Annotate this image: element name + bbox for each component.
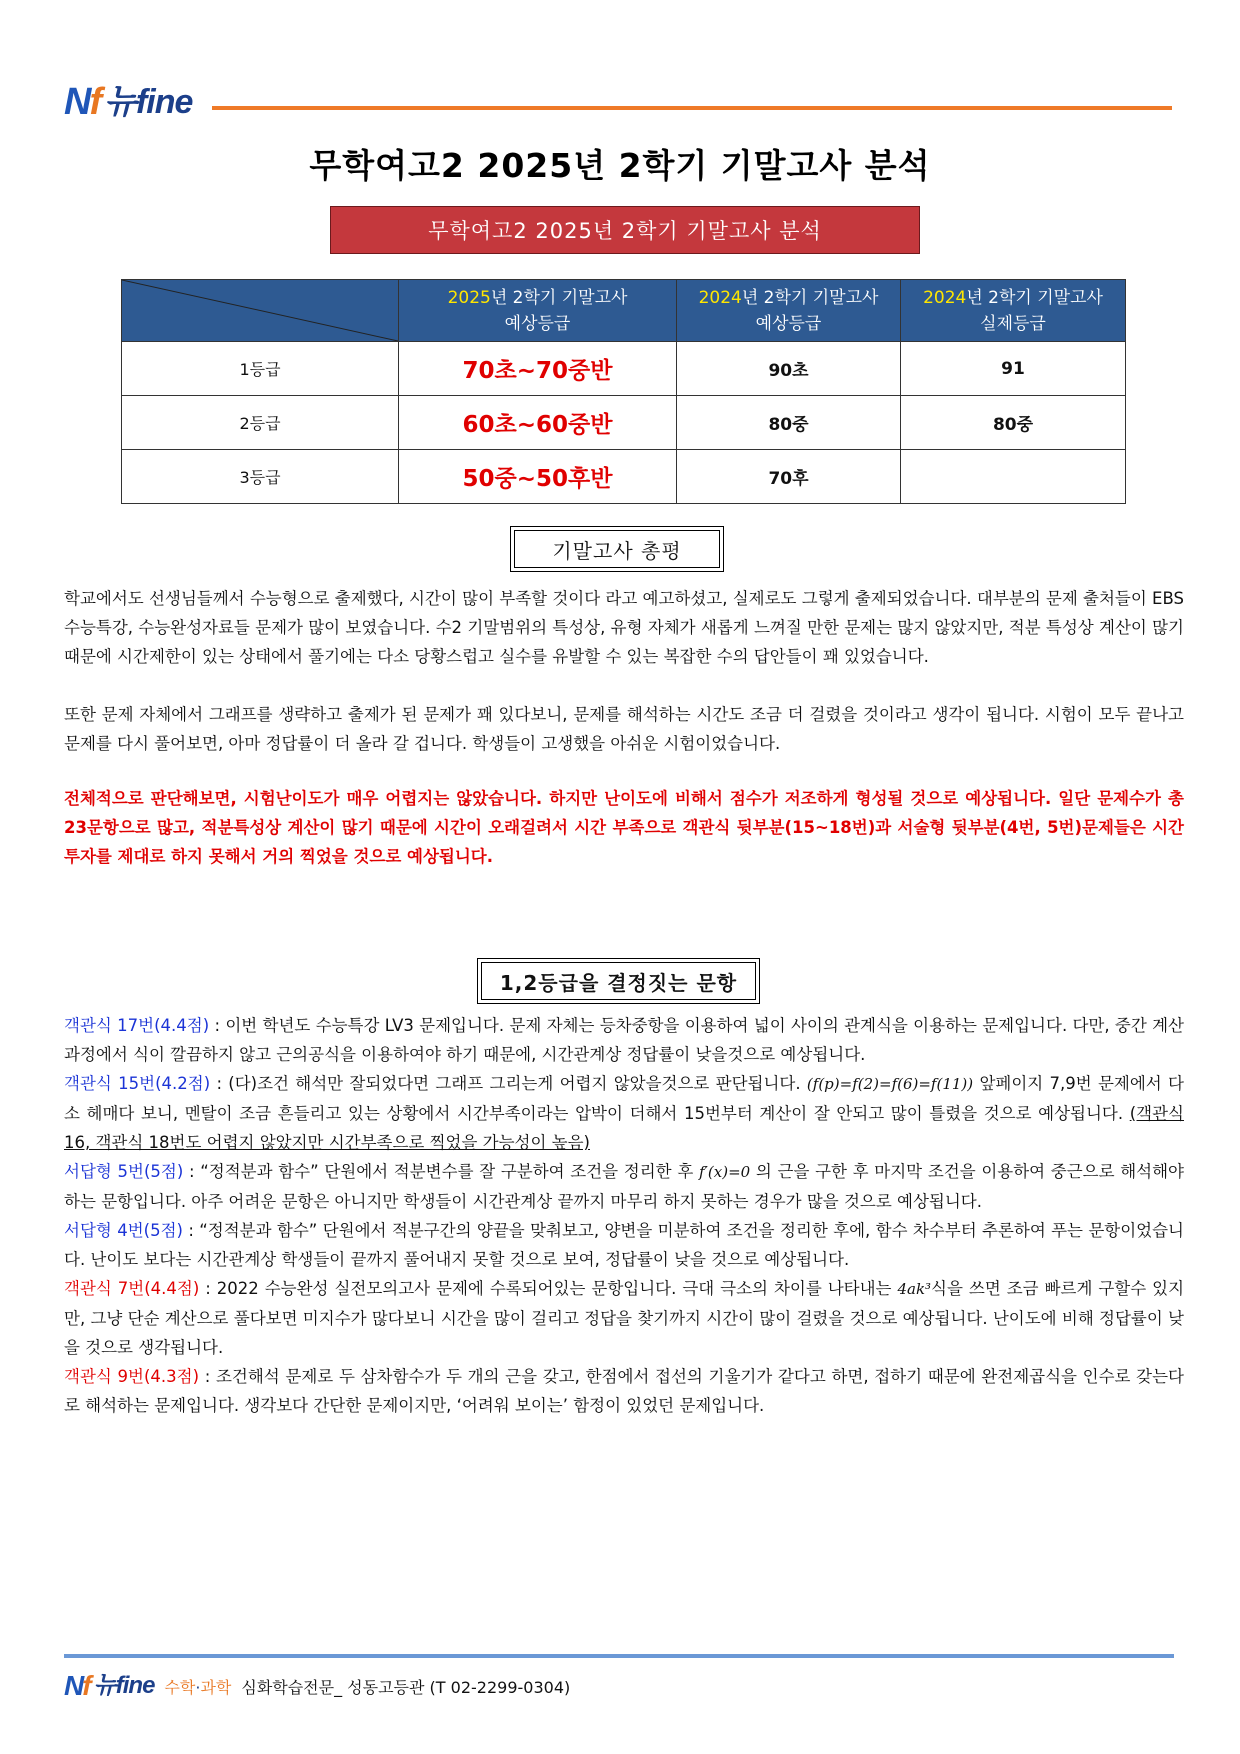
item-text: : (다)조건 해석만 잘되었다면 그래프 그리는게 어렵지 않았을것으로 판단됩니다. <box>210 1074 807 1093</box>
item-type: 서답형 <box>64 1162 112 1181</box>
diagonal-line <box>122 280 398 341</box>
grade-2025-predicted: 60초~60중반 <box>399 396 677 450</box>
grade-2024-actual: 91 <box>901 342 1126 396</box>
list-item <box>64 1216 1184 1274</box>
item-formula: (f(p)=f(2)=f(6)=f(11)) <box>806 1075 974 1093</box>
brand-logo <box>64 80 192 122</box>
item-text: : “정적분과 함수” 단원에서 적분구간의 양끝을 맞춰보고, 양변을 미분하여 조건을 정리한 후에, 함수 차수부터 추론하여 푸는 문항이었습니다. 난이도 보다는 시간관계상 학생들이 끝까지 풀어내지 못할 것으로 보여, 정답률이 낮을 것으로 예상됩니다. <box>64 1221 1185 1269</box>
table-row <box>122 396 1126 450</box>
footer-subjects: 수학·과학 <box>164 1677 232 1697</box>
table-row <box>122 450 1126 504</box>
item-type: 객관식 <box>64 1367 112 1386</box>
item-type: 객관식 <box>64 1279 112 1298</box>
review-summary: 전체적으로 판단해보면, 시험난이도가 매우 어렵지는 않았습니다. 하지만 난이도에 비해서 점수가 저조하게 형성될 것으로 예상됩니다. 일단 문제수가 총23문항으로 많고, 적분특성상 계산이 많기 때문에 시간이 오래걸려서 시간 부족으로 객관식 뒷부분(15~18번)과 서술형 뒷부분(4번, 5번)문제들은 시간투자를 제대로 하지 못해서 거의 찍었을 것으로 예상됩니다. <box>64 789 1184 866</box>
table-row <box>122 342 1126 396</box>
list-item <box>64 1362 1184 1420</box>
footer-divider <box>64 1654 1174 1658</box>
title-banner: 무학여고2 2025년 2학기 기말고사 분석 <box>330 206 920 254</box>
grade-2024-predicted: 80중 <box>677 396 901 450</box>
item-type: 서답형 <box>64 1221 112 1240</box>
item-type: 객관식 <box>64 1016 112 1035</box>
column-header-2024-actual: 2024년 2학기 기말고사 실제등급 <box>901 280 1126 342</box>
list-item <box>64 1274 1184 1362</box>
logo-text: 뉴fine <box>104 83 193 121</box>
item-text-continued: 식을 쓰면 조금 빠르게 구할수 있지만, 그냥 단순 계산으로 풀다보면 미지수가 많다보니 시간을 많이 걸리고 정답을 찾기까지 시간이 많이 걸렸을 것으로 예상됩니다. 난이도에 비해 정답률이 낮을 것으로 생각됩니다. <box>64 1279 1185 1357</box>
item-number: 15번(4.2점) <box>118 1074 211 1093</box>
item-number: 7번(4.4점) <box>117 1279 200 1298</box>
item-text: : 조건해석 문제로 두 삼차함수가 두 개의 근을 갖고, 한점에서 접선의 기울기가 같다고 하면, 접하기 때문에 완전제곱식을 인수로 갖는다로 해석하는 문제입니다. 생각보다 간단한 문제이지만, ‘어려워 보이는’ 함정이 있었던 문제입니다. <box>64 1367 1184 1415</box>
item-type: 객관식 <box>64 1074 112 1093</box>
item-number: 4번(5점) <box>117 1221 183 1240</box>
page-title: 무학여고2 2025년 2학기 기말고사 분석 <box>309 146 931 185</box>
grade-2024-actual <box>901 450 1126 504</box>
item-note: (객관식 16, 객관식 18번도 어렵지 않았지만 시간부족으로 찍었을 가능성이 높음) <box>64 1104 1184 1152</box>
item-text: : 이번 학년도 수능특강 LV3 문제입니다. 문제 자체는 등차중항을 이용하여 넓이 사이의 관계식을 이용하는 문제입니다. 다만, 중간 계산과정에서 식이 깔끔하지 않고 근의공식을 이용하여야 하기 때문에, 시간관계상 정답률이 낮을것으로 예상됩니다. <box>64 1016 1184 1064</box>
item-number: 5번(5점) <box>117 1162 184 1181</box>
grade-2024-predicted: 70후 <box>677 450 901 504</box>
list-item <box>64 1011 1184 1069</box>
item-text: : “정적분과 함수” 단원에서 적분변수를 잘 구분하여 조건을 정리한 후 <box>183 1162 699 1181</box>
grade-2024-actual: 80중 <box>901 396 1126 450</box>
grade-2025-predicted: 50중~50후반 <box>399 450 677 504</box>
item-formula: f′(x)=0 <box>698 1163 751 1181</box>
item-number: 9번(4.3점) <box>117 1367 200 1386</box>
key-heading: 1,2등급을 결정짓는 문항 <box>481 962 756 1000</box>
grade-table <box>121 279 1126 504</box>
item-number: 17번(4.4점) <box>117 1016 210 1035</box>
review-heading-box <box>510 526 724 572</box>
table-corner-cell <box>122 280 399 342</box>
list-item <box>64 1069 1184 1157</box>
review-heading: 기말고사 총평 <box>514 530 720 568</box>
table-header-row <box>122 280 1126 342</box>
column-header-2025-predicted: 2025년 2학기 기말고사 예상등급 <box>399 280 677 342</box>
grade-label: 2등급 <box>122 396 399 450</box>
footer-address: 심화학습전문_ 성동고등관 (T 02-2299-0304) <box>241 1677 571 1697</box>
footer-logo-text: 뉴fine <box>93 1672 155 1699</box>
list-item <box>64 1157 1184 1216</box>
review-paragraph-1: 학교에서도 선생님들께서 수능형으로 출제했다, 시간이 많이 부족할 것이다 라고 예고하셨고, 실제로도 그렇게 출제되었습니다. 대부분의 문제 출처들이 EBS 수능특강, 수능완성자료들 문제가 많이 보였습니다. 수2 기말범위의 특성상, 유형 자체가 새롭게 느껴질 만한 문제는 많지 않았지만, 적분 특성상 계산이 많기 때문에 시간제한이 있는 상태에서 풀기에는 다소 당황스럽고 실수를 유발할 수 있는 복잡한 수의 답안들이 꽤 있었습니다. <box>64 589 1184 666</box>
key-heading-box <box>477 958 760 1004</box>
item-text-continued: 앞페이지 7,9번 문제에서 다소 헤매다 보니, 멘탈이 조금 흔들리고 있는 상황에서 시간부족이라는 압박이 더해서 15번부터 계산이 잘 안되고 많이 틀렸을 것으로 예상됩니다. <box>64 1074 1184 1123</box>
item-text: : 2022 수능완성 실전모의고사 문제에 수록되어있는 문항입니다. 극대 극소의 차이를 나타내는 <box>199 1279 898 1298</box>
grade-2024-predicted: 90초 <box>677 342 901 396</box>
grade-label: 1등급 <box>122 342 399 396</box>
review-paragraph-2: 또한 문제 자체에서 그래프를 생략하고 출제가 된 문제가 꽤 있다보니, 문제를 해석하는 시간도 조금 더 걸렸을 것이라고 생각이 됩니다. 시험이 모두 끝나고 문제를 다시 풀어보면, 아마 정답률이 더 올라 갈 겁니다. 학생들이 고생했을 아쉬운 시험이었습니다. <box>64 705 1184 753</box>
grade-label: 3등급 <box>122 450 399 504</box>
item-formula: 4ak³ <box>897 1280 932 1298</box>
grade-2025-predicted: 70초~70중반 <box>399 342 677 396</box>
footer-logo-mark: Nf <box>64 1670 90 1701</box>
header-divider <box>212 106 1172 110</box>
column-header-2024-predicted: 2024년 2학기 기말고사 예상등급 <box>677 280 901 342</box>
logo-mark: Nf <box>64 81 101 123</box>
item-text-continued: 의 근을 구한 후 마지막 조건을 이용하여 중근으로 해석해야 하는 문항입니다. 아주 어려운 문항은 아니지만 학생들이 시간관계상 끝까지 마무리 하지 못하는 경우가 많을 것으로 예상됩니다. <box>64 1162 1184 1211</box>
footer <box>64 1670 570 1702</box>
key-items <box>64 1011 1184 1420</box>
